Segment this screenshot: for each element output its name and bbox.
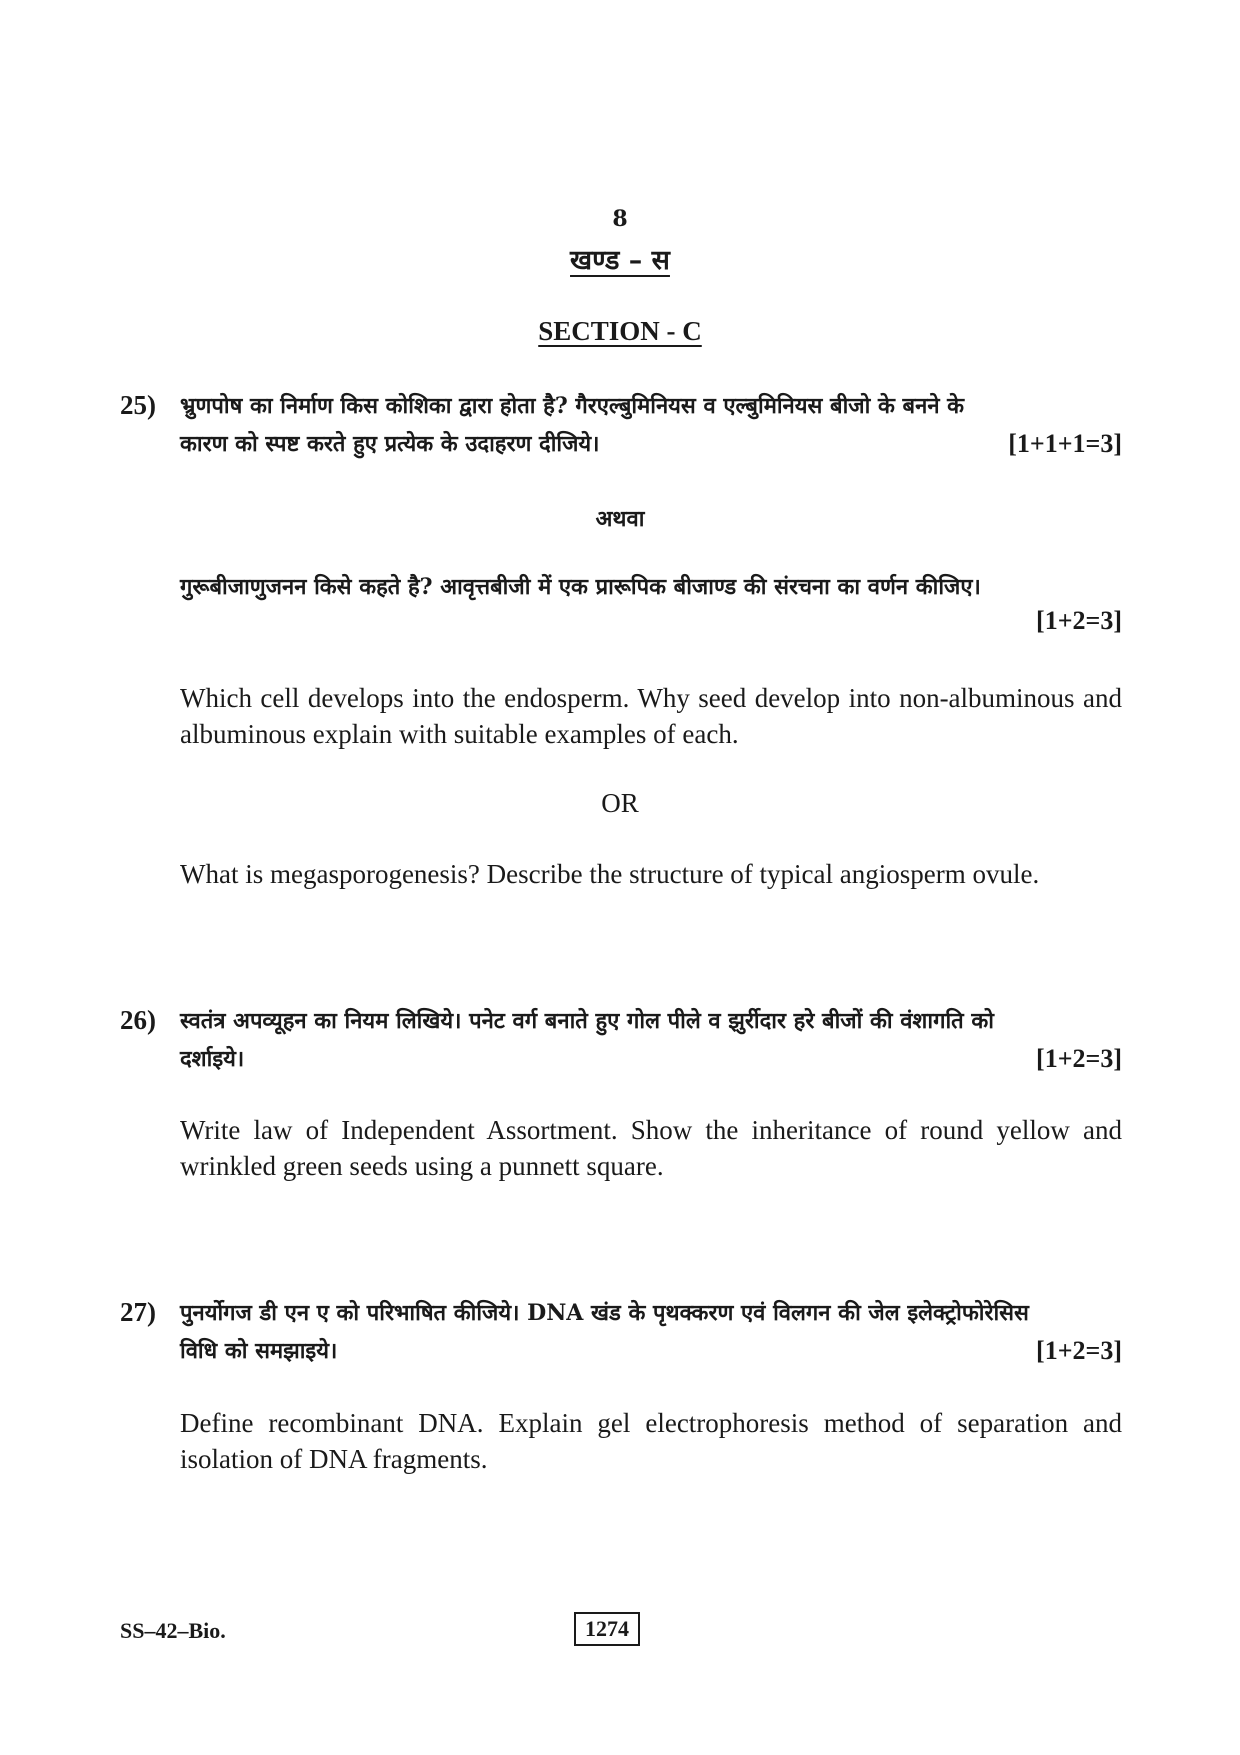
alt-question-english-text: What is megasporogenesis? Describe the structure of typical angiosperm ovule. xyxy=(180,859,1040,889)
section-heading-english: SECTION - C xyxy=(538,316,702,346)
footer-code: SS–42–Bio. xyxy=(120,1618,226,1643)
question-number: 26) xyxy=(120,1005,156,1035)
hindi-line-with-marks xyxy=(180,1332,1122,1370)
footer-box-number: 1274 xyxy=(574,1612,640,1646)
hindi-line: दर्शाइये। xyxy=(180,1046,245,1072)
marks-label: [1+1+1=3] xyxy=(1008,429,1122,458)
question-number: 27) xyxy=(120,1297,156,1327)
alt-question-hindi-text: गुरूबीजाणुजनन किसे कहते है? आवृत्तबीजी में एक प्रारूपिक बीजाण्ड की संरचना का वर्णन कीजिए। xyxy=(180,574,981,600)
or-english: OR xyxy=(601,788,639,818)
hindi-line: स्वतंत्र अपव्यूहन का नियम लिखिये। पनेट वर्ग बनाते हुए गोल पीले व झुर्रीदार हरे बीजों की वंशागति को xyxy=(180,1008,994,1034)
hindi-line: पुनर्योगज डी एन ए को परिभाषित कीजिये। DNA खंड के पृथक्करण एवं विलगन की जेल इलेक्ट्रोफोरेसिस xyxy=(180,1300,1029,1326)
hindi-line: विधि को समझाइये। xyxy=(180,1338,338,1364)
question-number: 25) xyxy=(120,390,156,420)
question-english-text: Define recombinant DNA. Explain gel electrophoresis method of separation and isolation of DNA fragments. xyxy=(180,1408,1122,1474)
question-english-text: Which cell develops into the endosperm. Why seed develop into non-albuminous and albuminous explain with suitable examples of each. xyxy=(180,683,1122,749)
hindi-line: कारण को स्पष्ट करते हुए प्रत्येक के उदाहरण दीजिये। xyxy=(180,431,600,457)
question-hindi-text xyxy=(180,1294,1122,1370)
page-number: 8 xyxy=(612,206,628,232)
section-heading-hindi: खण्ड – स xyxy=(570,245,670,276)
or-hindi: अथवा xyxy=(595,506,645,532)
question-hindi-text xyxy=(180,1002,1122,1078)
marks-label: [1+2=3] xyxy=(1036,1336,1122,1365)
marks-label: [1+2=3] xyxy=(1036,606,1122,635)
hindi-line-with-marks xyxy=(180,425,1122,463)
hindi-line: भ्रुणपोष का निर्माण किस कोशिका द्वारा होता है? गैरएल्बुमिनियस व एल्बुमिनियस बीजो के बनने के xyxy=(180,393,965,419)
question-hindi-text xyxy=(180,387,1122,463)
marks-label: [1+2=3] xyxy=(1036,1044,1122,1073)
question-english-text: Write law of Independent Assortment. Show the inheritance of round yellow and wrinkled green seeds using a punnett square. xyxy=(180,1115,1122,1181)
hindi-line-with-marks xyxy=(180,1040,1122,1078)
